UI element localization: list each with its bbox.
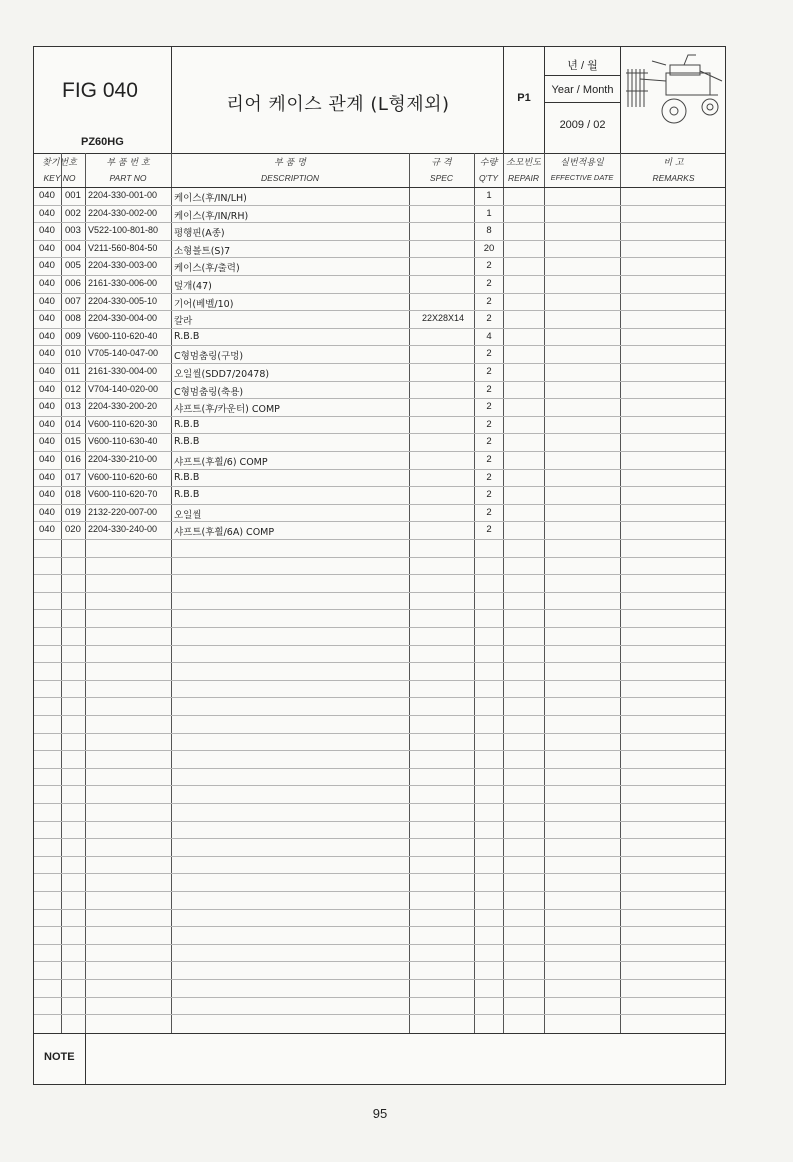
figure-cell: 040 [39,260,55,272]
parts-table-body [34,187,725,1033]
issue-date: 2009 / 02 [559,119,606,131]
table-row [34,381,725,399]
part-number-cell: 2204-330-200-20 [88,401,158,412]
note-section [34,1033,725,1085]
part-number-cell: 2204-330-240-00 [88,524,158,535]
key-number-cell: 014 [65,418,81,430]
quantity-cell: 2 [486,278,492,289]
figure-cell: 040 [39,278,55,289]
figure-cell: 040 [39,436,55,448]
part-number-cell: 2204-330-002-00 [88,207,158,218]
key-number-cell: 018 [65,489,81,501]
description-cell: 샤프트(후휠/6A) COMP [174,527,275,539]
sheet-header [34,47,725,154]
key-number-cell: 020 [65,524,81,536]
quantity-cell: 2 [486,260,492,272]
spec-cell: 22X28X14 [421,313,465,324]
page-number: 95 [372,1106,388,1121]
figure-cell: 040 [39,225,55,237]
key-number-cell: 003 [65,225,81,237]
table-row [34,310,725,328]
quantity-cell: 2 [486,348,492,360]
table-row [34,486,725,504]
col-part-kr: 부 품 번 호 [106,158,150,168]
part-number-cell: 2161-330-004-00 [88,366,158,376]
quantity-cell: 2 [486,295,492,307]
table-row [34,433,725,451]
col-effective-en: EFFECTIVE DATE [550,173,614,182]
table-row [34,240,725,258]
table-row [34,222,725,240]
figure-cell: 040 [39,489,55,501]
col-qty-en: Q'TY [478,173,499,183]
part-number-cell: 2204-330-003-00 [88,260,158,271]
quantity-cell: 2 [486,436,492,448]
table-row [34,187,725,205]
description-cell: 샤프트(후휠/6) COMP [174,457,268,468]
col-repair-kr: 소모빈도 [506,158,541,168]
figure-cell: 040 [39,190,55,201]
year-month-korean: 년 / 월 [567,60,598,72]
key-number-cell: 007 [65,295,81,307]
col-remarks-kr: 비 고 [663,158,684,168]
col-key-kr: 찾기번호 [42,158,77,168]
figure-cell: 040 [39,418,55,430]
part-number-cell: V522-100-801-80 [88,225,159,236]
description-cell: 소형볼트(S)7 [174,245,231,257]
figure-number: FIG 040 [62,79,138,102]
part-number-cell: V600-110-620-60 [88,471,158,482]
part-number-cell: 2204-330-005-10 [88,295,158,306]
part-number-cell: 2204-330-210-00 [88,454,158,464]
table-row [34,451,725,469]
key-number-cell: 011 [65,366,81,377]
quantity-cell: 2 [486,418,492,430]
description-cell: 케이스(후/IN/RH) [174,210,249,222]
col-effective-kr: 실번적용일 [560,158,604,168]
table-row [34,257,725,275]
part-number-cell: 2204-330-001-00 [88,190,158,200]
key-number-cell: 017 [65,471,81,483]
quantity-cell: 2 [486,489,492,501]
quantity-cell: 2 [486,471,492,483]
description-cell: R.B.B [174,471,200,483]
figure-cell: 040 [39,242,55,254]
key-number-cell: 004 [65,242,81,254]
column-header [34,153,725,188]
table-row [34,328,725,346]
year-month-box [545,47,620,153]
description-cell: 오일씰(SDD7/20478) [174,369,270,380]
table-row [34,521,725,539]
figure-cell: 040 [39,348,55,360]
description-cell: 기어(베벨/10) [174,298,234,310]
parts-sheet [33,46,726,1085]
key-number-cell: 013 [65,401,81,413]
quantity-cell: 2 [486,454,492,465]
table-row [34,205,725,223]
quantity-cell: 2 [486,366,492,377]
part-number-cell: 2161-330-006-00 [88,278,158,288]
key-number-cell: 001 [65,190,81,201]
part-number-cell: V600-110-620-70 [88,489,158,500]
description-cell: R.B.B [174,330,200,342]
table-row [34,416,725,434]
part-number-cell: 2204-330-004-00 [88,313,158,324]
key-number-cell: 019 [65,506,81,518]
part-number-cell: V600-110-620-40 [88,330,158,341]
table-row [34,398,725,416]
part-number-cell: V600-110-630-40 [88,436,158,447]
description-cell: 오일씰 [174,509,202,521]
description-cell: 샤프트(후/카운터) COMP [174,404,280,416]
col-part-en: PART NO [109,173,147,183]
col-desc-kr: 부 품 명 [274,158,306,168]
col-repair-en: REPAIR [507,173,540,183]
sheet-page-label: P1 [517,92,531,104]
description-cell: R.B.B [174,489,200,501]
quantity-cell: 4 [486,330,492,342]
col-remarks-en: REMARKS [652,173,695,183]
figure-cell: 040 [39,524,55,536]
table-row [34,469,725,487]
part-number-cell: V600-110-620-30 [88,418,158,429]
quantity-cell: 2 [486,506,492,518]
table-row [34,363,725,381]
key-number-cell: 015 [65,436,81,448]
description-cell: C형멈춤링(축용) [174,386,244,398]
description-cell: R.B.B [174,418,200,430]
col-spec-en: SPEC [429,173,454,183]
quantity-cell: 2 [486,313,492,325]
table-row [34,275,725,293]
table-row [34,345,725,363]
description-cell: C형멈춤링(구멍) [174,351,244,363]
rice-transplanter-illustration [622,51,726,131]
year-month-english: Year / Month [551,84,614,96]
key-number-cell: 009 [65,330,81,342]
table-row [34,293,725,311]
key-number-cell: 008 [65,313,81,325]
description-cell: 칼라 [174,316,193,328]
quantity-cell: 1 [486,207,492,219]
figure-cell: 040 [39,330,55,342]
table-row [34,504,725,522]
col-spec-kr: 규 격 [431,158,452,168]
description-cell: 케이스(후/출력) [174,263,240,275]
col-key-en: KEY NO [43,173,76,183]
figure-cell: 040 [39,383,55,395]
key-number-cell: 002 [65,207,81,219]
quantity-cell: 20 [483,242,495,254]
key-number-cell: 016 [65,454,81,465]
figure-cell: 040 [39,313,55,325]
note-label: NOTE [44,1051,75,1063]
quantity-cell: 2 [486,524,492,536]
quantity-cell: 8 [486,225,492,237]
figure-cell: 040 [39,454,55,465]
part-number-cell: V704-140-020-00 [88,383,159,394]
figure-cell: 040 [39,295,55,307]
quantity-cell: 2 [486,383,492,395]
key-number-cell: 006 [65,278,81,289]
col-desc-en: DESCRIPTION [260,173,320,183]
figure-cell: 040 [39,207,55,219]
figure-cell: 040 [39,366,55,377]
description-cell: 케이스(후/IN/LH) [174,193,247,204]
quantity-cell: 1 [486,190,492,201]
description-cell: R.B.B [174,436,200,448]
quantity-cell: 2 [486,401,492,413]
part-number-cell: V211-560-804-50 [88,242,158,253]
figure-cell: 040 [39,506,55,518]
model-name: PZ60HG [81,136,124,148]
part-number-cell: 2132-220-007-00 [88,506,158,517]
figure-cell: 040 [39,401,55,413]
description-cell: 평행핀(A종) [174,228,225,240]
description-cell: 덮개(47) [174,281,212,292]
page-title: 리어 케이스 관계 (L형제외) [226,94,450,115]
key-number-cell: 010 [65,348,81,360]
key-number-cell: 005 [65,260,81,272]
figure-cell: 040 [39,471,55,483]
col-qty-kr: 수량 [479,158,498,168]
key-number-cell: 012 [65,383,81,395]
part-number-cell: V705-140-047-00 [88,348,159,359]
